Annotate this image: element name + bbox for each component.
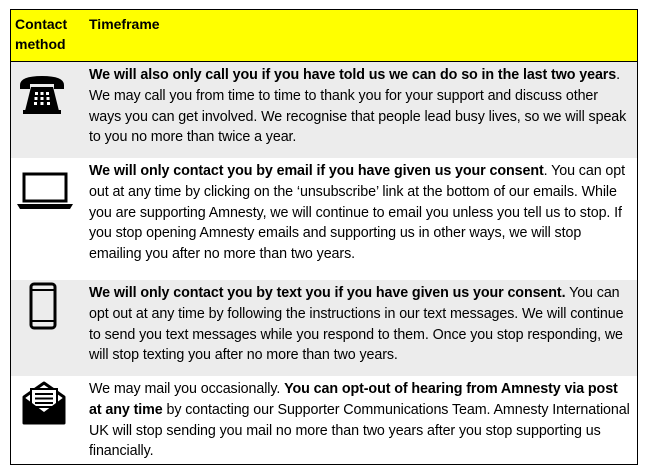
row-text-sms: We will only contact you by text you if you have given us your consent. You can opt out at any time by following the instructions in our text messages. We will continue to send you text messages while you respond to them. Once you stop responding, we will stop texting you after no more than two years. xyxy=(89,285,624,364)
row-text-email: We will only contact you by email if you have given us your consent. You can opt out at any time by clicking on the ‘unsubscribe’ link at the bottom of our emails. While you are supporting Amnesty, we will continue to email you unless you tell us to stop. If you stop opening Amnesty emails and supporting us in other ways, we will stop emailing you after no more than two years. xyxy=(89,163,626,263)
table-row-post xyxy=(11,376,637,465)
mail-envelope-icon xyxy=(21,380,67,431)
header-timeframe: Timeframe xyxy=(89,16,160,32)
row-text-post: We may mail you occasionally. You can opt-out of hearing from Amnesty via post at any time by contacting our Supporter Communications Team. Amnesty International UK will stop sending you mail no more than two years after you stop supporting us financially. xyxy=(89,381,630,460)
mobile-phone-icon xyxy=(29,282,57,335)
laptop-icon xyxy=(17,172,73,215)
table-header xyxy=(11,10,637,62)
telephone-icon xyxy=(17,72,67,121)
table-row-email xyxy=(11,158,637,280)
row-text-phone: We will also only call you if you have told us we can do so in the last two years. We may call you from time to time to thank you for your support and discuss other ways you can get involved. We recognise that people lead busy lives, so we will speak to you no more than twice a year. xyxy=(89,67,627,146)
header-contact-method: Contact method xyxy=(15,16,68,52)
contact-timeframe-table xyxy=(10,9,638,465)
table-row-phone xyxy=(11,62,637,158)
table-row-text xyxy=(11,280,637,376)
